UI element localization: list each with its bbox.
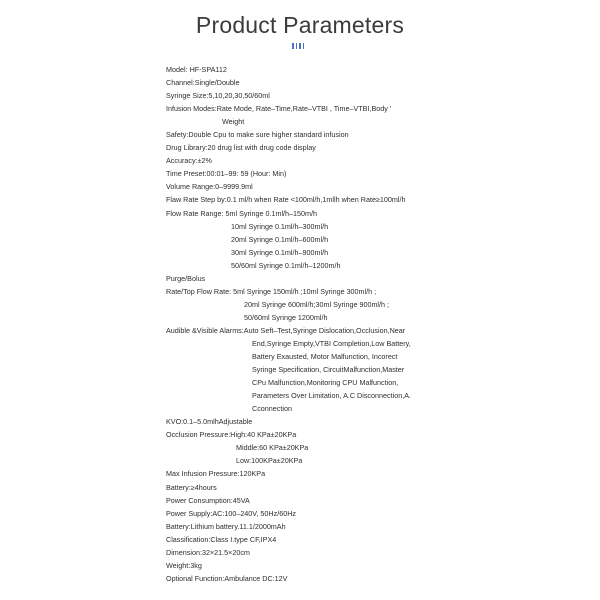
param-purge-bolus: Purge/Bolus	[166, 273, 206, 283]
param-occlusion-pressure-cont: Middle:60 KPa±20KPa	[236, 443, 309, 453]
param-flow-rate-range-cont: 20ml Syringe 0.1ml/h–600ml/h	[231, 234, 329, 244]
param-power-consumption: Power Consumption:45VA	[166, 495, 250, 505]
param-drug-library: Drug Library:20 drug list with drug code display	[166, 143, 316, 153]
param-rate-top-flow-cont: 20ml Syringe 600ml/h;30ml Syringe 900ml/h ;	[244, 299, 390, 309]
param-flow-rate-range-cont: 10ml Syringe 0.1ml/h–300ml/h	[231, 221, 329, 231]
param-channel: Channel:Single/Double	[166, 78, 240, 88]
param-safety: Safety:Double Cpu to make sure higher standard infusion	[166, 130, 349, 140]
param-alarms-cont: Syringe Specification, CircuitMalfunction,Master	[252, 365, 405, 375]
param-model: Model: HF-SPA112	[166, 65, 227, 74]
param-infusion-modes: Infusion Modes:Rate Mode, Rate–Time,Rate–VTBI , Time–VTBI,Body '	[166, 104, 392, 114]
param-weight: Weight:3kg	[166, 560, 202, 570]
page-title: Product Parameters	[195, 12, 405, 38]
param-battery-type: Battery:Lithium battery.11.1/2000mAh	[166, 521, 286, 531]
param-alarms: Audible &Visible Alarms:Auto Seft–Test,Syringe Dislocation,Occlusion,Near	[166, 325, 406, 335]
param-flow-rate-range-cont: 30ml Syringe 0.1ml/h–900ml/h	[231, 247, 329, 257]
param-alarms-cont: End,Syringe Empty,VTBI Completion,Low Battery,	[252, 338, 411, 348]
param-alarms-cont: Cconnection	[252, 404, 292, 414]
param-battery-time: Battery:≥4hours	[166, 482, 217, 492]
param-flow-rate-range: Flow Rate Range: 5ml Syringe 0.1ml/h–150m/h	[166, 208, 318, 218]
title-marker-bar	[296, 43, 298, 49]
param-time-preset: Time Preset:00:01–99: 59 (Hour: Min)	[166, 169, 287, 179]
param-optional-function: Optional Function:Ambulance DC:12V	[166, 573, 288, 583]
param-syringe-size: Syringe Size:5,10,20,30,50/60ml	[166, 91, 270, 101]
param-flow-rate-range-cont: 50/60ml Syringe 0.1ml/h–1200m/h	[231, 260, 341, 270]
param-dimension: Dimension:32×21.5×20cm	[166, 547, 250, 557]
param-infusion-modes-cont: Weight	[222, 117, 245, 127]
title-marker-bar	[303, 43, 305, 49]
param-alarms-cont: CPu Malfunction,Monitoring CPU Malfunction,	[252, 378, 399, 388]
param-volume-range: Volume Range:0–9999.9ml	[166, 182, 253, 192]
title-underline-marker	[292, 43, 304, 49]
param-alarms-cont: Battery Exausted, Motor Malfunction, Incorect	[252, 352, 398, 362]
title-marker-bar	[299, 43, 301, 49]
param-accuracy: Accuracy:±2%	[166, 156, 212, 166]
title-marker-bar	[292, 43, 294, 49]
parameter-list	[166, 63, 596, 585]
param-rate-top-flow: Rate/Top Flow Rate: 5ml Syringe 150ml/h ;10ml Syringe 300ml/h ;	[166, 286, 377, 296]
param-alarms-cont: Parameters Over Limitation, A.C Disconnection,A.	[252, 391, 411, 401]
param-classification: Classification:Class I.type CF,IPX4	[166, 534, 277, 544]
param-max-infusion-pressure: Max Infusion Pressure:120KPa	[166, 469, 266, 479]
param-occlusion-pressure-cont: Low:100KPa±20KPa	[236, 456, 303, 466]
param-rate-top-flow-cont: 50/60ml Syringe 1200ml/h	[244, 312, 328, 322]
param-occlusion-pressure: Occlusion Pressure:High:40 KPa±20KPa	[166, 430, 297, 440]
param-kvo: KVO:0.1–5.0mlhAdjustable	[166, 417, 253, 427]
param-flow-rate-step: Flaw Rate Step by:0.1 ml/h when Rate <100ml/h,1mllh when Rate≥100ml/h	[166, 195, 406, 205]
param-power-supply: Power Supply:AC:100–240V, 50Hz/60Hz	[166, 508, 296, 518]
